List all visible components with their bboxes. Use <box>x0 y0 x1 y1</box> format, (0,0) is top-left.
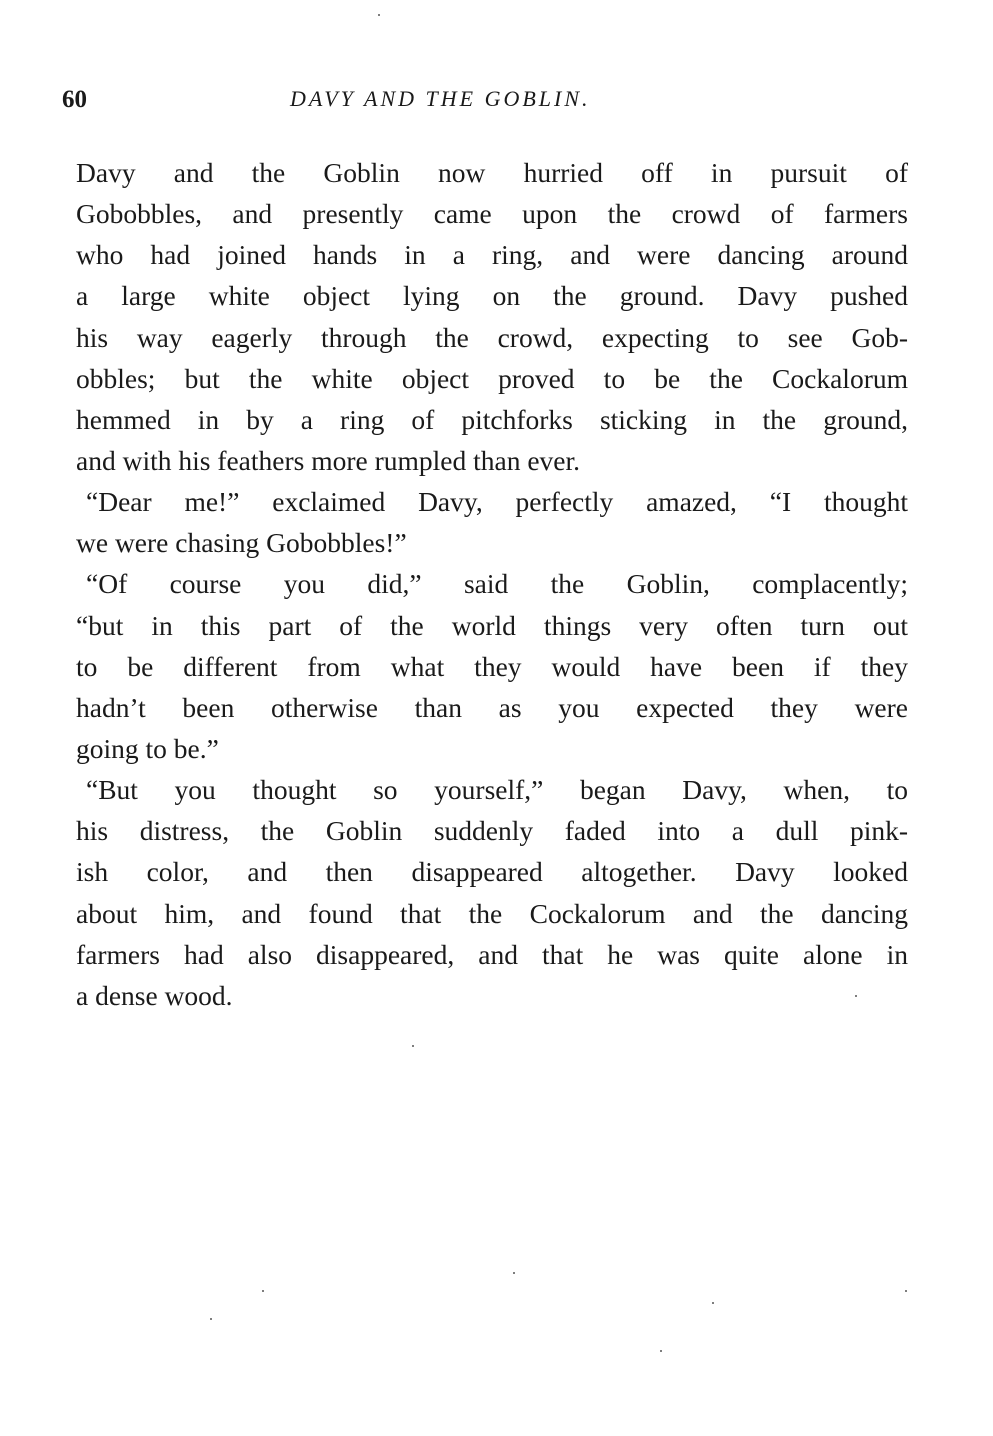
text-line: a dense wood. <box>76 979 233 1011</box>
text-line: “but in this part of the world things very often turn out <box>76 609 908 641</box>
text-line: “Of course you did,” said the Goblin, complacently; <box>86 568 908 600</box>
scan-speck <box>378 14 380 16</box>
text-line: hadn’t been otherwise than as you expected they were <box>76 691 908 723</box>
scan-speck <box>712 1302 714 1304</box>
scan-speck <box>513 1272 515 1274</box>
text-line: Gobobbles, and presently came upon the crowd of farmers <box>76 198 908 230</box>
scan-speck <box>262 1290 264 1292</box>
text-line: we were chasing Gobobbles!” <box>76 527 407 559</box>
text-line: and with his feathers more rumpled than ever. <box>76 444 581 476</box>
text-line: going to be.” <box>76 732 219 764</box>
running-title: DAVY AND THE GOBLIN. <box>290 86 591 111</box>
text-line: “Dear me!” exclaimed Davy, perfectly amazed, “I thought <box>86 486 908 518</box>
page-number: 60 <box>62 86 87 113</box>
text-line: farmers had also disappeared, and that he was quite alone in <box>76 938 908 970</box>
text-line: obbles; but the white object proved to be the Cockalorum <box>76 362 908 394</box>
text-line: “But you thought so yourself,” began Davy, when, to <box>86 774 908 806</box>
running-header <box>62 86 908 126</box>
text-line: to be different from what they would have been if they <box>76 650 908 682</box>
text-line: about him, and found that the Cockalorum and the dancing <box>76 897 908 929</box>
text-line: who had joined hands in a ring, and were dancing around <box>76 239 908 271</box>
scan-speck <box>660 1350 662 1352</box>
text-line: a large white object lying on the ground. Davy pushed <box>76 280 908 312</box>
page-body-text <box>76 152 908 1016</box>
text-line: his way eagerly through the crowd, expecting to see Gob- <box>76 321 908 353</box>
scan-speck <box>905 1290 907 1292</box>
text-line: his distress, the Goblin suddenly faded into a dull pink- <box>76 815 908 847</box>
scan-speck <box>210 1318 212 1320</box>
text-line: Davy and the Goblin now hurried off in pursuit of <box>76 157 908 188</box>
scan-speck <box>855 995 857 997</box>
text-line: hemmed in by a ring of pitchforks sticking in the ground, <box>76 403 908 435</box>
scan-speck <box>412 1045 414 1047</box>
text-line: ish color, and then disappeared altogether. Davy looked <box>76 856 908 888</box>
